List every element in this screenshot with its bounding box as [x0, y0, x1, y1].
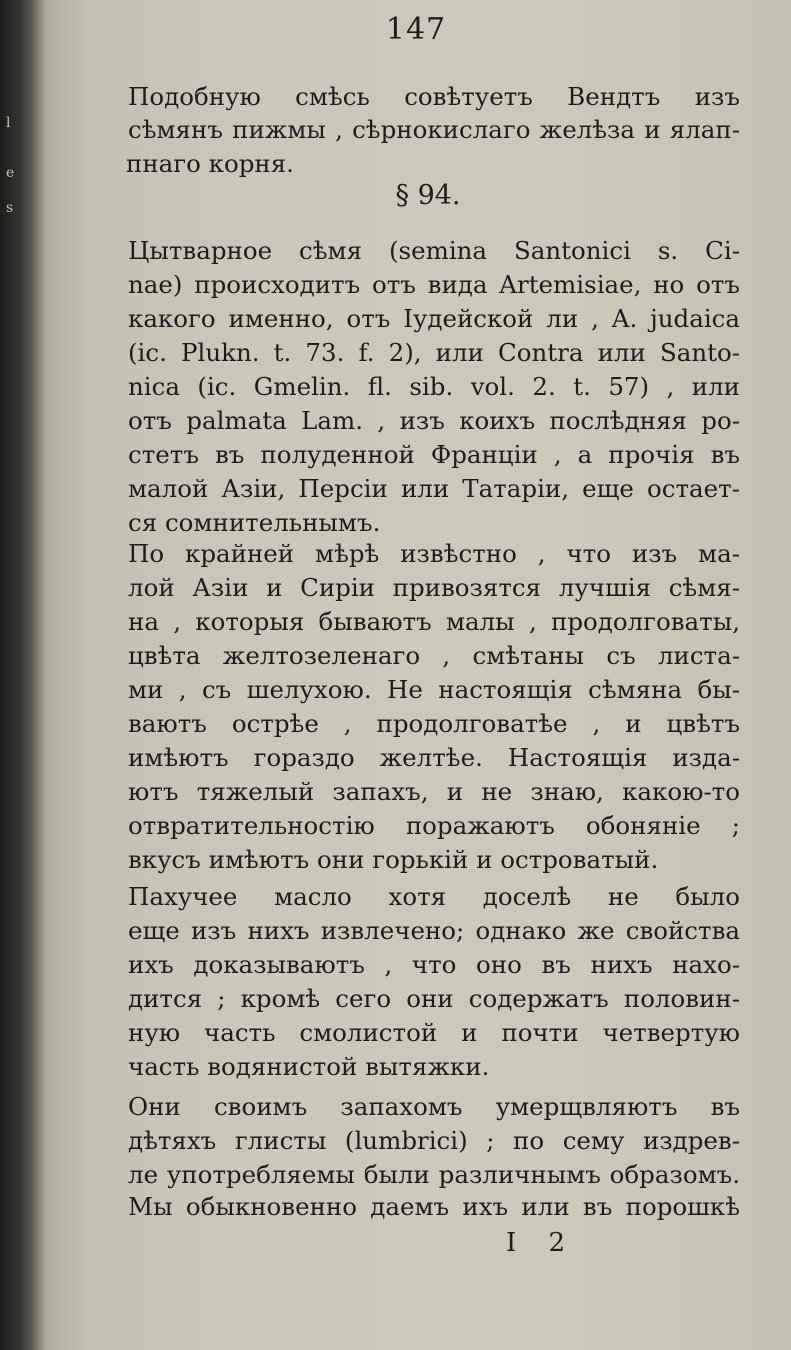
text-line: Они своимъ запахомъ умерщвляютъ въ	[128, 1092, 740, 1121]
text-line: ихъ доказываютъ , что оно въ нихъ нахо-	[128, 950, 740, 979]
text-line: ваютъ острѣе , продолговатѣе , и цвѣтъ	[128, 709, 740, 738]
text-line: еще изъ нихъ извлечено; однако же свойства	[128, 916, 740, 945]
text-line: малой Азіи, Персіи или Татаріи, еще остает-	[128, 474, 740, 503]
text-line: ютъ тяжелый запахъ, и не знаю, какою-то	[128, 777, 740, 806]
text-line: стетъ въ полуденной Франціи , а прочія въ	[128, 440, 740, 469]
text-line: отъ palmata Lam. , изъ коихъ послѣдняя ро-	[128, 406, 740, 435]
text-line: ную часть смолистой и почти четвертую	[128, 1018, 740, 1047]
text-line: дѣтяхъ глисты (lumbrici) ; по сему издрев-	[128, 1126, 740, 1155]
text-line: nica (ic. Gmelin. fl. sib. vol. 2. t. 57) , или	[128, 372, 740, 401]
margin-mark: l	[6, 115, 11, 131]
text-line: лой Азіи и Сиріи привозятся лучшія сѣмя-	[128, 573, 740, 602]
section-heading: § 94.	[395, 180, 461, 211]
text-line: Цытварное сѣмя (semina Santonici s. Ci-	[128, 236, 740, 265]
text-line: ся сомнительнымъ.	[128, 508, 381, 537]
text-line: какого именно, отъ Іудейской ли , A. judaica	[128, 304, 740, 333]
text-line: часть водянистой вытяжки.	[128, 1052, 490, 1081]
text-line: ле употребляемы были различнымъ образомъ.	[128, 1160, 740, 1189]
text-line: на , которыя бываютъ малы , продолговаты,	[128, 607, 740, 636]
text-line: вкусъ имѣютъ они горькій и островатый.	[128, 845, 659, 874]
spine-shadow	[28, 0, 46, 1350]
book-page	[28, 0, 791, 1350]
book-gutter	[0, 0, 30, 1350]
text-line: отвратительностію поражаютъ обоняніе ;	[128, 811, 740, 840]
text-line: (ic. Plukn. t. 73. f. 2), или Contra или Santo-	[128, 338, 740, 367]
page-number: 147	[385, 12, 447, 47]
text-line: имѣютъ гораздо желтѣе. Настоящія изда-	[128, 743, 740, 772]
text-line: nae) происходитъ отъ вида Artemisiae, но отъ	[128, 270, 740, 299]
page-signature: I 2	[506, 1228, 578, 1258]
margin-mark: s	[6, 200, 14, 216]
text-line: Мы обыкновенно даемъ ихъ или въ порошкѣ	[128, 1192, 740, 1221]
text-line: Пахучее масло хотя доселѣ не было	[128, 882, 740, 911]
text-line: дится ; кромѣ сего они содержатъ половин-	[128, 984, 740, 1013]
text-line: сѣмянъ пижмы , сѣрнокислаго желѣза и ялап-	[128, 115, 740, 144]
text-line: ми , съ шелухою. Не настоящія сѣмяна бы-	[128, 675, 740, 704]
text-line: цвѣта желтозеленаго , смѣтаны съ листа-	[128, 641, 740, 670]
margin-mark: e	[6, 165, 15, 181]
text-line: Подобную смѣсь совѣтуетъ Вендтъ изъ	[128, 82, 740, 111]
text-line: По крайней мѣрѣ извѣстно , что изъ ма-	[128, 539, 740, 568]
text-line: пнаго корня.	[126, 149, 294, 178]
